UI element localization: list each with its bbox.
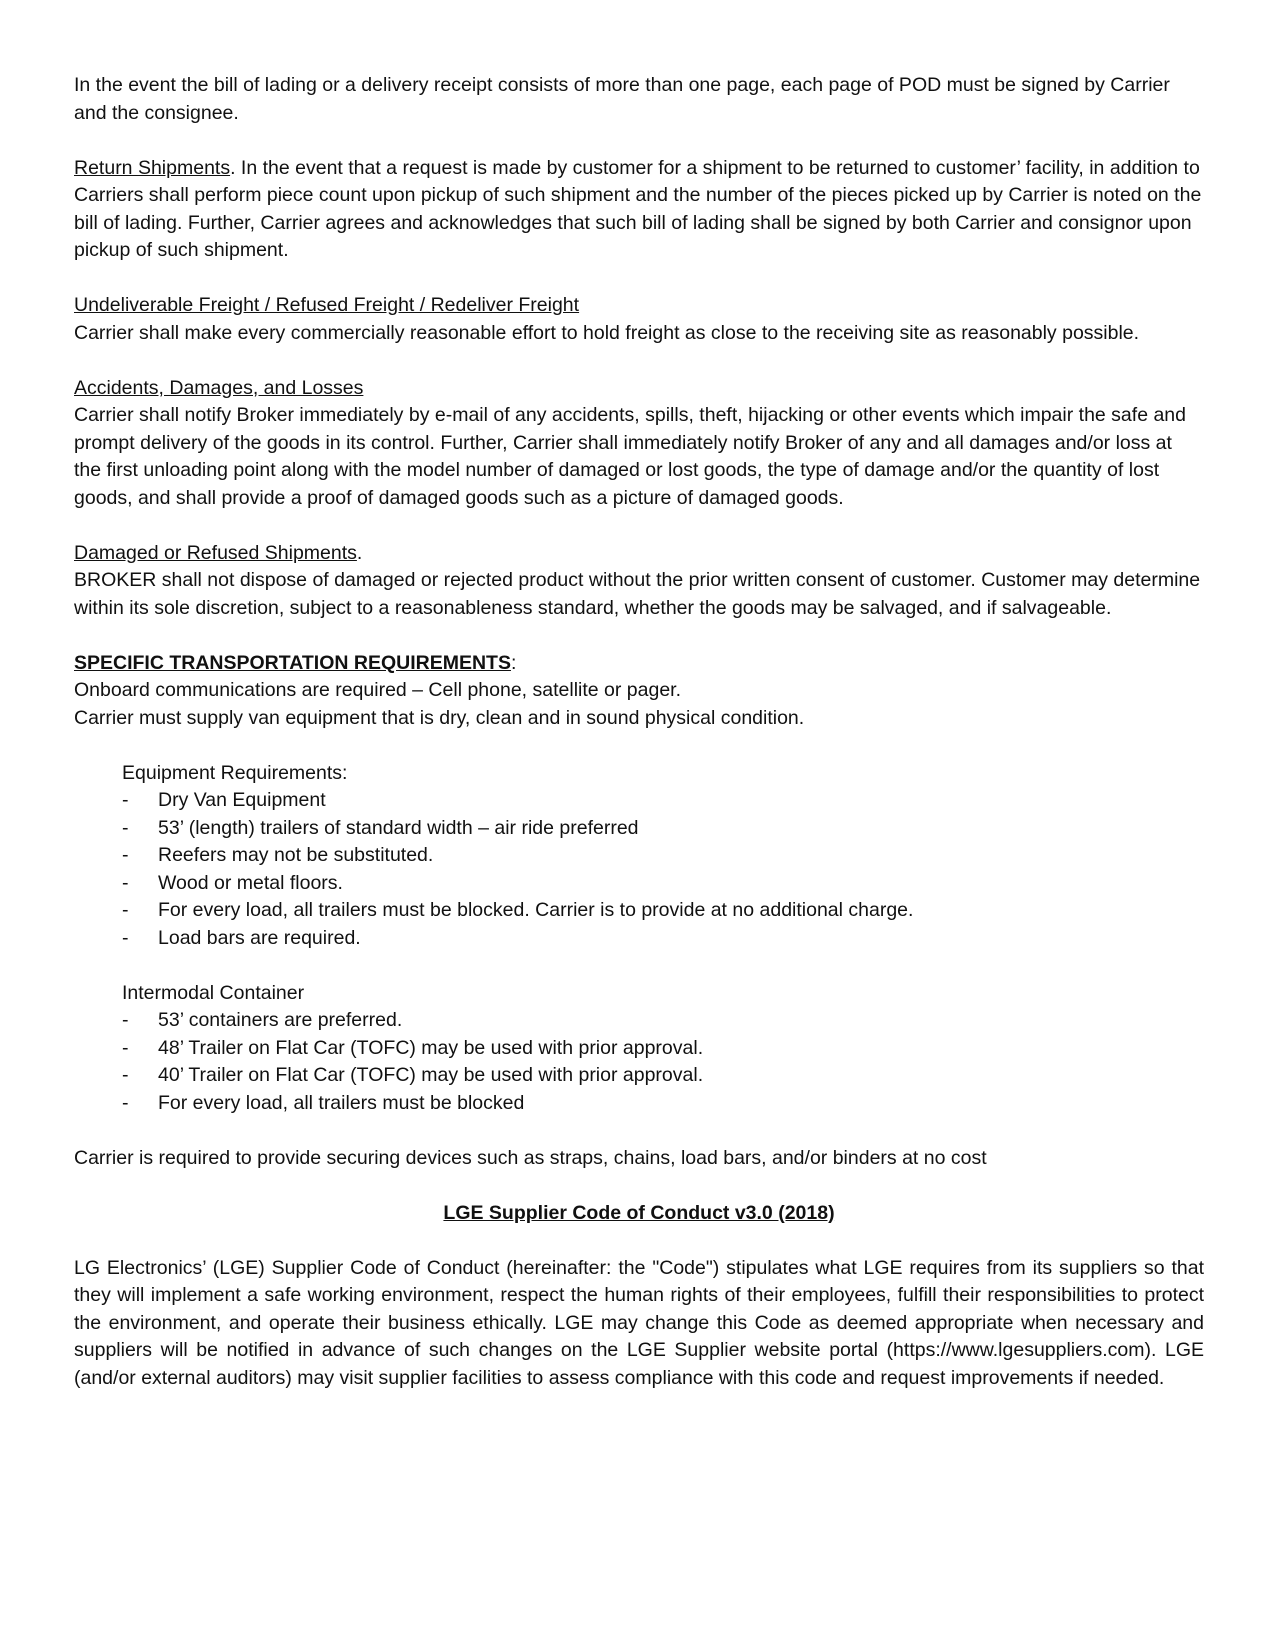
return-shipments-body: In the event that a request is made by customer for a shipment to be returned to customer’ facility, in addition to Carriers shall perform piece count upon pickup of such shipment and the number of the pieces picked up by Carrier is noted on the bill of lading. Further, Carrier agrees and acknowledges that such bill of lading shall be signed by both Carrier and consignor upon pickup of such shipment.	[74, 156, 1202, 261]
dash-bullet: -	[122, 871, 129, 894]
accidents-heading: Accidents, Damages, and Losses	[74, 376, 364, 399]
return-shipments-heading: Return Shipments	[74, 156, 231, 179]
dash-bullet: -	[122, 789, 129, 811]
intermodal-container-title: Intermodal Container	[122, 981, 305, 1004]
dash-bullet: -	[122, 899, 129, 921]
list-item: - 53’ containers are preferred.	[74, 1007, 1204, 1035]
list-item: - Load bars are required.	[74, 925, 1204, 953]
list-item: - 53’ (length) trailers of standard width – air ride preferred	[74, 815, 1204, 843]
van-equipment-line: Carrier must supply van equipment that is dry, clean and in sound physical condition.	[74, 706, 805, 729]
dash-bullet: -	[122, 816, 129, 839]
dash-bullet: -	[122, 844, 129, 866]
accidents-body: Carrier shall notify Broker immediately by e-mail of any accidents, spills, theft, hijacking or other events which impair the safe and prompt delivery of the goods in its control. Further, Carrier shall immediately notify Broker of any and all damages and/or loss at the first unloading point along with the model number of damaged or lost goods, the type of damage and/or the quantity of lost goods, and shall provide a proof of damaged goods such as a picture of damaged goods.	[74, 404, 1186, 509]
dash-bullet: -	[122, 1064, 129, 1086]
list-item: - Wood or metal floors.	[74, 870, 1204, 898]
undeliverable-freight-heading: Undeliverable Freight / Refused Freight / Redeliver Freight	[74, 294, 580, 316]
damaged-shipments-heading-line	[74, 540, 1204, 568]
return-shipments-paragraph	[74, 155, 1204, 265]
return-shipments-heading-suffix: .	[230, 156, 236, 179]
damaged-shipments-body: BROKER shall not dispose of damaged or rejected product without the prior written consent of customer. Customer may determine within its sole discretion, subject to a reasonableness standard, whether the goods may be salvaged, and if salvageable.	[74, 569, 1201, 619]
list-item: - For every load, all trailers must be blocked	[74, 1090, 1204, 1118]
dash-bullet: -	[122, 1091, 129, 1114]
pod-paragraph: In the event the bill of lading or a delivery receipt consists of more than one page, each page of POD must be signed by Carrier and the consignee.	[74, 74, 1170, 124]
list-item: - 48’ Trailer on Flat Car (TOFC) may be used with prior approval.	[74, 1035, 1204, 1063]
dash-bullet: -	[122, 1036, 129, 1059]
undeliverable-freight-body: Carrier shall make every commercially reasonable effort to hold freight as close to the receiving site as reasonably possible.	[74, 321, 1140, 344]
dash-bullet: -	[122, 1009, 129, 1031]
specific-requirements-heading-suffix: :	[510, 651, 517, 674]
damaged-shipments-heading: Damaged or Refused Shipments	[74, 541, 357, 564]
intermodal-container-list	[74, 1007, 1204, 1117]
dash-bullet: -	[122, 926, 129, 949]
onboard-communications-line: Onboard communications are required – Cell phone, satellite or pager.	[74, 679, 682, 701]
document-page	[74, 72, 1204, 1392]
specific-requirements-heading-line	[74, 650, 1204, 678]
equipment-requirements-title: Equipment Requirements:	[122, 761, 348, 784]
specific-requirements-heading: SPECIFIC TRANSPORTATION REQUIREMENTS	[74, 651, 511, 674]
list-item: - 40’ Trailer on Flat Car (TOFC) may be used with prior approval.	[74, 1062, 1204, 1090]
code-of-conduct-body: LG Electronics’ (LGE) Supplier Code of Conduct (hereinafter: the "Code") stipulates what LGE requires from its suppliers so that they will implement a safe working environment, respect the human rights of their employees, fulfill their responsibilities to protect the environment, and operate their business ethically. LGE may change this Code as deemed appropriate when necessary and suppliers will be notified in advance of such changes on the LGE Supplier website portal (https://www.lgesuppliers.com). LGE (and/or external auditors) may visit supplier facilities to assess compliance with this code and request improvements if needed.	[74, 1256, 1204, 1389]
code-of-conduct-title: LGE Supplier Code of Conduct v3.0 (2018)	[443, 1201, 835, 1224]
securing-devices-line: Carrier is required to provide securing devices such as straps, chains, load bars, and/or binders at no cost	[74, 1146, 987, 1169]
list-item: - For every load, all trailers must be blocked. Carrier is to provide at no additional charge.	[74, 897, 1204, 925]
list-item: - Dry Van Equipment	[74, 787, 1204, 815]
equipment-requirements-list	[74, 787, 1204, 952]
damaged-shipments-heading-suffix: .	[356, 541, 363, 564]
list-item: - Reefers may not be substituted.	[74, 842, 1204, 870]
